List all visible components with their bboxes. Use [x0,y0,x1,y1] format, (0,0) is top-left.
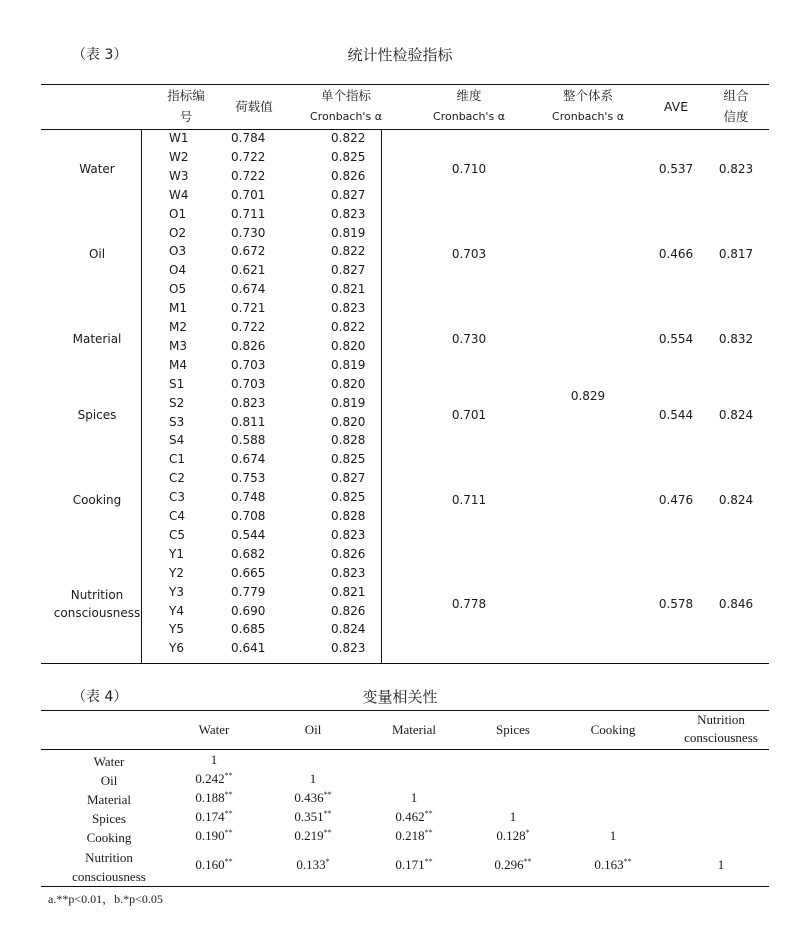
correlation-value: 0.219** [294,828,332,843]
significance-marker: ** [323,790,332,799]
significance-marker: * [525,828,530,837]
significance-marker: ** [323,828,332,837]
ave-value: 0.466 [658,246,694,261]
correlation-value: 1 [609,828,617,843]
header-dim-alpha-line2: Cronbach's α [433,110,505,123]
table3-title: 统计性检验指标 [347,46,453,64]
loading-value: 0.588 [231,433,266,448]
correlation-value: 0.188** [195,790,233,805]
indicator-code: O2 [169,225,187,240]
item-alpha-value: 0.821 [331,282,366,297]
row-label: Spices [92,811,126,826]
item-alpha-value: 0.823 [331,206,366,221]
header-item-alpha [296,85,396,127]
item-alpha-value: 0.823 [331,565,366,580]
composite-reliability-value: 0.824 [718,492,754,507]
row-label: Oil [100,773,118,788]
item-alpha-value: 0.823 [331,641,366,656]
correlation-value: 0.171** [395,857,433,872]
correlation-value: 1 [410,790,418,805]
ave-value: 0.537 [658,161,694,176]
indicator-code: O5 [169,282,187,297]
loading-value: 0.682 [231,546,266,561]
dimension-name: Material [72,331,122,346]
correlation-value: 0.351** [294,809,332,824]
loading-value: 0.811 [231,414,266,429]
item-alpha-value: 0.824 [331,622,366,637]
item-alpha-value: 0.825 [331,452,366,467]
loading-value: 0.779 [231,584,266,599]
indicator-code: M3 [169,338,187,353]
loading-value: 0.722 [231,149,266,164]
correlation-value: 0.160** [195,857,233,872]
dimension-alpha-value: 0.711 [451,492,487,507]
indicator-code: Y6 [169,641,184,656]
ave-value: 0.578 [658,596,694,611]
header-overall-alpha-line1: 整个体系 [562,88,613,103]
significance-marker: ** [224,771,233,780]
row-label: Cooking [86,830,132,845]
significance-marker: ** [424,828,433,837]
loading-value: 0.690 [231,603,266,618]
correlation-value: 0.133* [296,857,330,872]
item-alpha-value: 0.822 [331,320,366,334]
significance-marker: ** [523,857,532,866]
header-ave: AVE [663,99,689,114]
dimension-name: Spices [77,407,117,422]
significance-note: a.**p<0.01，b.*p<0.05 [48,892,163,906]
indicator-code: C1 [169,452,186,467]
dimension-alpha-value: 0.703 [451,246,487,261]
significance-marker: ** [323,809,332,818]
indicator-code: O1 [169,206,187,221]
header-code [156,85,216,127]
indicator-code: C2 [169,471,186,486]
table3-header-rule [41,129,769,130]
header-item-alpha-line2: Cronbach's α [310,110,382,123]
significance-marker: ** [224,857,233,866]
indicator-code: C5 [169,527,186,542]
item-alpha-value: 0.826 [331,603,366,618]
item-alpha-value: 0.823 [331,301,366,316]
table3-label: （表 3） [72,47,128,63]
correlation-value: 1 [717,857,725,872]
correlation-value: 0.462** [395,809,433,824]
ave-value: 0.554 [658,331,694,346]
header-loading: 荷载值 [235,99,273,114]
indicator-code: Y1 [169,546,184,561]
indicator-code: Y5 [169,622,184,637]
indicator-code: M2 [169,320,187,334]
loading-value: 0.703 [231,376,266,391]
column-header: Spices [496,722,530,737]
loading-value: 0.730 [231,225,266,240]
dimension-name: Cooking [72,492,122,507]
indicator-code: C4 [169,509,186,523]
significance-marker: ** [224,828,233,837]
indicator-code: C3 [169,490,186,505]
loading-value: 0.722 [231,320,266,334]
loading-value: 0.674 [231,282,266,297]
header-overall-alpha [538,85,638,127]
indicator-code: W4 [169,187,189,202]
table4 [41,710,769,887]
indicator-code: S3 [169,414,185,429]
correlation-value: 1 [309,771,317,786]
dimension-name: Water [79,161,115,176]
indicator-code: W3 [169,168,189,183]
correlation-value: 0.174** [195,809,233,824]
loading-value: 0.641 [231,641,266,656]
loading-value: 0.748 [231,490,266,505]
header-cr-line2: 信度 [723,109,749,124]
composite-reliability-value: 0.832 [718,331,754,346]
item-alpha-value: 0.822 [331,244,366,259]
indicator-code: S4 [169,433,185,448]
indicator-code: W1 [169,131,189,145]
indicator-code: S2 [169,395,185,410]
header-dim-alpha-line1: 维度 [456,88,482,103]
loading-value: 0.823 [231,395,266,410]
table3-divider-left [141,129,142,663]
item-alpha-value: 0.819 [331,357,366,372]
loading-value: 0.753 [231,471,266,486]
item-alpha-value: 0.827 [331,263,366,278]
row-label: Water [93,754,125,769]
significance-marker: ** [424,809,433,818]
indicator-code: Y3 [169,584,184,599]
item-alpha-value: 0.823 [331,527,366,542]
loading-value: 0.826 [231,338,266,353]
header-item-alpha-line1: 单个指标 [320,88,371,103]
correlation-value: 0.190** [195,828,233,843]
item-alpha-value: 0.825 [331,490,366,505]
table3 [41,84,769,664]
item-alpha-value: 0.820 [331,414,366,429]
loading-value: 0.685 [231,622,266,637]
column-header: Cooking [590,722,636,737]
table4-label: （表 4） [72,689,128,705]
column-header: Water [198,722,230,737]
item-alpha-value: 0.825 [331,149,366,164]
overall-alpha-value: 0.829 [570,388,606,403]
indicator-code: Y4 [169,603,184,618]
correlation-value: 0.163** [594,857,632,872]
correlation-value: 0.218** [395,828,433,843]
header-dim-alpha [419,85,519,127]
header-code-line1: 指标编 [167,88,205,103]
item-alpha-value: 0.820 [331,338,366,353]
correlation-value: 0.128* [496,828,530,843]
composite-reliability-value: 0.824 [718,407,754,422]
column-header: Material [391,722,437,737]
significance-marker: ** [623,857,632,866]
header-overall-alpha-line2: Cronbach's α [552,110,624,123]
row-label: Nutrition consciousness [72,850,146,884]
correlation-value: 1 [210,752,218,767]
significance-marker: ** [224,809,233,818]
header-code-line2: 号 [179,109,193,124]
dimension-alpha-value: 0.710 [451,161,487,176]
indicator-code: M4 [169,357,187,372]
loading-value: 0.701 [231,187,266,202]
loading-value: 0.708 [231,509,266,523]
item-alpha-value: 0.819 [331,225,366,240]
ave-value: 0.544 [658,407,694,422]
table4-title: 变量相关性 [362,688,438,706]
composite-reliability-value: 0.823 [718,161,754,176]
dimension-name: Oil [88,246,106,261]
item-alpha-value: 0.821 [331,584,366,599]
item-alpha-value: 0.827 [331,471,366,486]
loading-value: 0.703 [231,357,266,372]
column-header: Oil [304,722,322,737]
ave-value: 0.476 [658,492,694,507]
significance-marker: ** [424,857,433,866]
item-alpha-value: 0.826 [331,546,366,561]
item-alpha-value: 0.819 [331,395,366,410]
composite-reliability-value: 0.817 [718,246,754,261]
indicator-code: W2 [169,149,189,164]
item-alpha-value: 0.827 [331,187,366,202]
indicator-code: Y2 [169,565,184,580]
loading-value: 0.665 [231,565,266,580]
indicator-code: M1 [169,301,187,316]
loading-value: 0.784 [231,131,266,145]
dimension-alpha-value: 0.778 [451,596,487,611]
dimension-name: Nutrition consciousness [53,587,141,620]
header-cr [711,85,761,127]
correlation-value: 0.436** [294,790,332,805]
indicator-code: O4 [169,263,187,278]
loading-value: 0.721 [231,301,266,316]
composite-reliability-value: 0.846 [718,596,754,611]
correlation-value: 0.296** [494,857,532,872]
header-cr-line1: 组合 [723,88,749,103]
item-alpha-value: 0.822 [331,131,366,145]
row-label: Material [86,792,132,807]
dimension-alpha-value: 0.730 [451,331,487,346]
loading-value: 0.672 [231,244,266,259]
loading-value: 0.544 [231,527,266,542]
loading-value: 0.722 [231,168,266,183]
item-alpha-value: 0.820 [331,376,366,391]
correlation-value: 1 [509,809,517,824]
correlation-value: 0.242** [195,771,233,786]
loading-value: 0.711 [231,206,266,221]
dimension-alpha-value: 0.701 [451,407,487,422]
item-alpha-value: 0.826 [331,168,366,183]
loading-value: 0.674 [231,452,266,467]
indicator-code: O3 [169,244,187,259]
significance-marker: * [325,857,330,866]
item-alpha-value: 0.828 [331,433,366,448]
column-header: Nutrition consciousness [684,712,758,745]
table3-divider-right [381,129,382,663]
significance-marker: ** [224,790,233,799]
indicator-code: S1 [169,376,185,391]
item-alpha-value: 0.828 [331,509,366,523]
table4-header-rule [41,749,769,750]
loading-value: 0.621 [231,263,266,278]
